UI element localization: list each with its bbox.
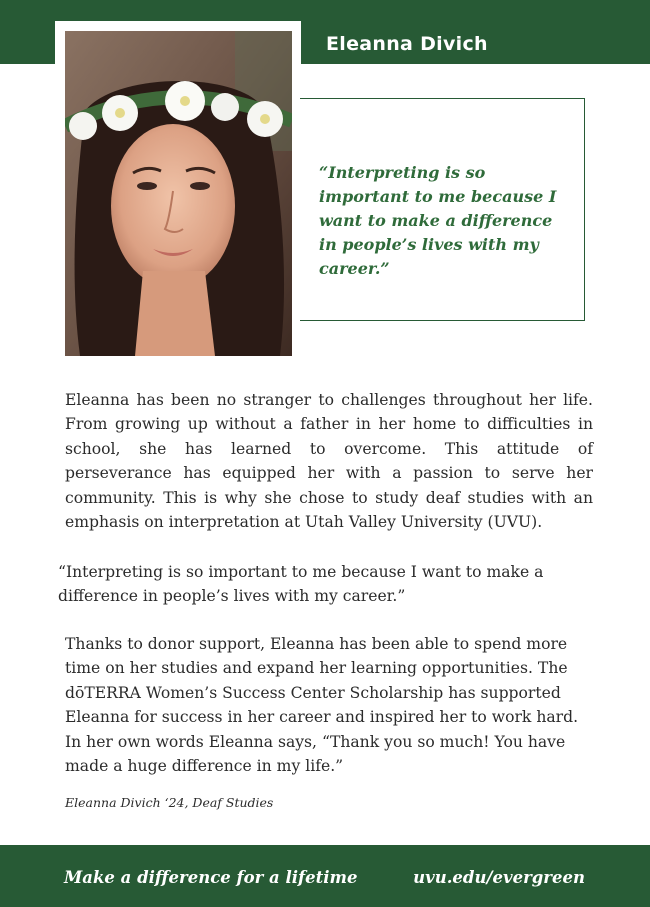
byline: Eleanna Divich ‘24, Deaf Studies — [65, 795, 274, 810]
pull-quote-box — [300, 98, 585, 321]
photo-frame — [55, 21, 301, 364]
story-quote: “Interpreting is so important to me because I want to make a difference in people’s lives with my career.” — [58, 563, 544, 606]
portrait-photo — [65, 31, 292, 356]
footer-band — [0, 845, 650, 907]
pull-quote: “Interpreting is so important to me because I want to make a difference in people’s lives with my career.” — [319, 163, 557, 278]
footer-tagline: Make a difference for a lifetime — [64, 868, 358, 887]
page-title: Eleanna Divich — [326, 33, 488, 55]
story-paragraph-1: Eleanna has been no stranger to challenges throughout her life. From growing up without a father in her home to difficulties in school, she has learned to overcome. This attitude of perseverance has equipped her with a passion to serve her community. This is why she chose to study deaf studies with an emphasis on interpretation at Utah Valley University (UVU). — [65, 391, 593, 532]
footer-url-link[interactable]: uvu.edu/evergreen — [413, 868, 585, 887]
story-paragraph-2: Thanks to donor support, Eleanna has been able to spend more time on her studies and expand her learning opportunities. The dōTERRA Women’s Success Center Scholarship has supported Eleanna for success in her career and inspired her to work hard. In her own words Eleanna says, “Thank you so much! You have made a huge difference in my life.” — [65, 635, 579, 776]
